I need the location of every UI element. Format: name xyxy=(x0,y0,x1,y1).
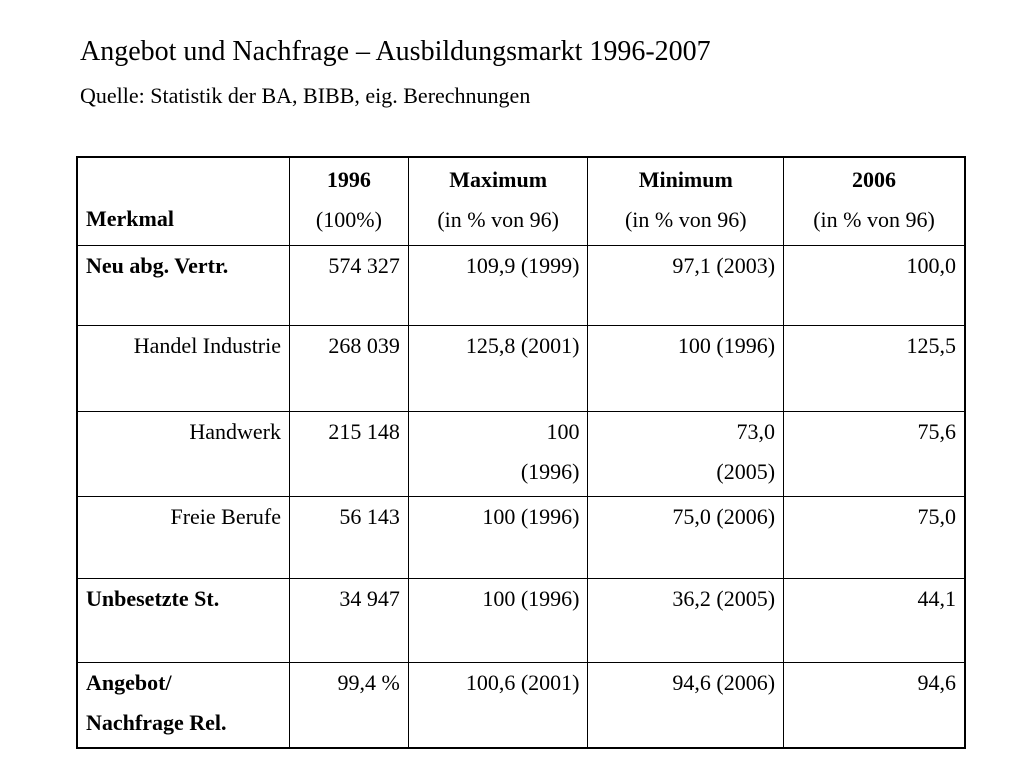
row-label: Unbesetzte St. xyxy=(77,578,290,662)
row-label: Handel Industrie xyxy=(77,325,290,411)
column-header-unit: (in % von 96) xyxy=(624,207,747,232)
table-row-freie-berufe xyxy=(77,496,965,578)
column-header-title: 1996 xyxy=(326,167,371,192)
row-label: Handwerk xyxy=(77,411,290,496)
cell-maximum: 100 (1996) xyxy=(408,411,588,496)
column-header-unit: (in % von 96) xyxy=(437,207,559,232)
row-label: Neu abg. Vertr. xyxy=(77,245,290,325)
column-header-minimum xyxy=(588,157,784,245)
cell-2006: 125,5 xyxy=(784,325,965,411)
cell-2006: 75,6 xyxy=(784,411,965,496)
cell-minimum: 97,1 (2003) xyxy=(588,245,784,325)
cell-maximum: 100,6 (2001) xyxy=(408,662,588,748)
column-header-unit: (in % von 96) xyxy=(813,207,935,232)
cell-1996: 215 148 xyxy=(290,411,409,496)
cell-minimum: 75,0 (2006) xyxy=(588,496,784,578)
column-header-2006 xyxy=(784,157,965,245)
column-header-1996 xyxy=(290,157,409,245)
cell-maximum: 125,8 (2001) xyxy=(408,325,588,411)
cell-2006: 100,0 xyxy=(784,245,965,325)
cell-2006: 75,0 xyxy=(784,496,965,578)
cell-1996: 99,4 % xyxy=(290,662,409,748)
data-table xyxy=(76,156,966,749)
cell-minimum: 100 (1996) xyxy=(588,325,784,411)
row-label: Freie Berufe xyxy=(77,496,290,578)
cell-2006: 44,1 xyxy=(784,578,965,662)
cell-maximum: 109,9 (1999) xyxy=(408,245,588,325)
column-header-title: Minimum xyxy=(638,167,733,192)
cell-1996: 56 143 xyxy=(290,496,409,578)
table-row-angebot-nachfrage xyxy=(77,662,965,748)
cell-minimum: 36,2 (2005) xyxy=(588,578,784,662)
column-header-title: Maximum xyxy=(449,167,548,192)
cell-1996: 574 327 xyxy=(290,245,409,325)
cell-1996: 268 039 xyxy=(290,325,409,411)
source-note: Quelle: Statistik der BA, BIBB, eig. Berechnungen xyxy=(80,83,531,108)
column-header-label: Merkmal xyxy=(86,205,174,231)
cell-1996: 34 947 xyxy=(290,578,409,662)
page-title: Angebot und Nachfrage – Ausbildungsmarkt 1996-2007 xyxy=(80,36,711,67)
column-header-maximum xyxy=(408,157,588,245)
table-row-unbesetzte-st xyxy=(77,578,965,662)
cell-maximum: 100 (1996) xyxy=(408,578,588,662)
column-header-unit: (100%) xyxy=(315,207,382,232)
table-row-neu-abg-vertr xyxy=(77,245,965,325)
column-header-title: 2006 xyxy=(852,167,897,192)
cell-2006: 94,6 xyxy=(784,662,965,748)
column-header-merkmal xyxy=(77,157,290,245)
table-row-handwerk xyxy=(77,411,965,496)
row-label: Angebot/ Nachfrage Rel. xyxy=(77,662,290,748)
cell-minimum: 94,6 (2006) xyxy=(588,662,784,748)
table-header-row xyxy=(77,157,965,245)
cell-minimum: 73,0 (2005) xyxy=(588,411,784,496)
cell-maximum: 100 (1996) xyxy=(408,496,588,578)
table-row-handel-industrie xyxy=(77,325,965,411)
